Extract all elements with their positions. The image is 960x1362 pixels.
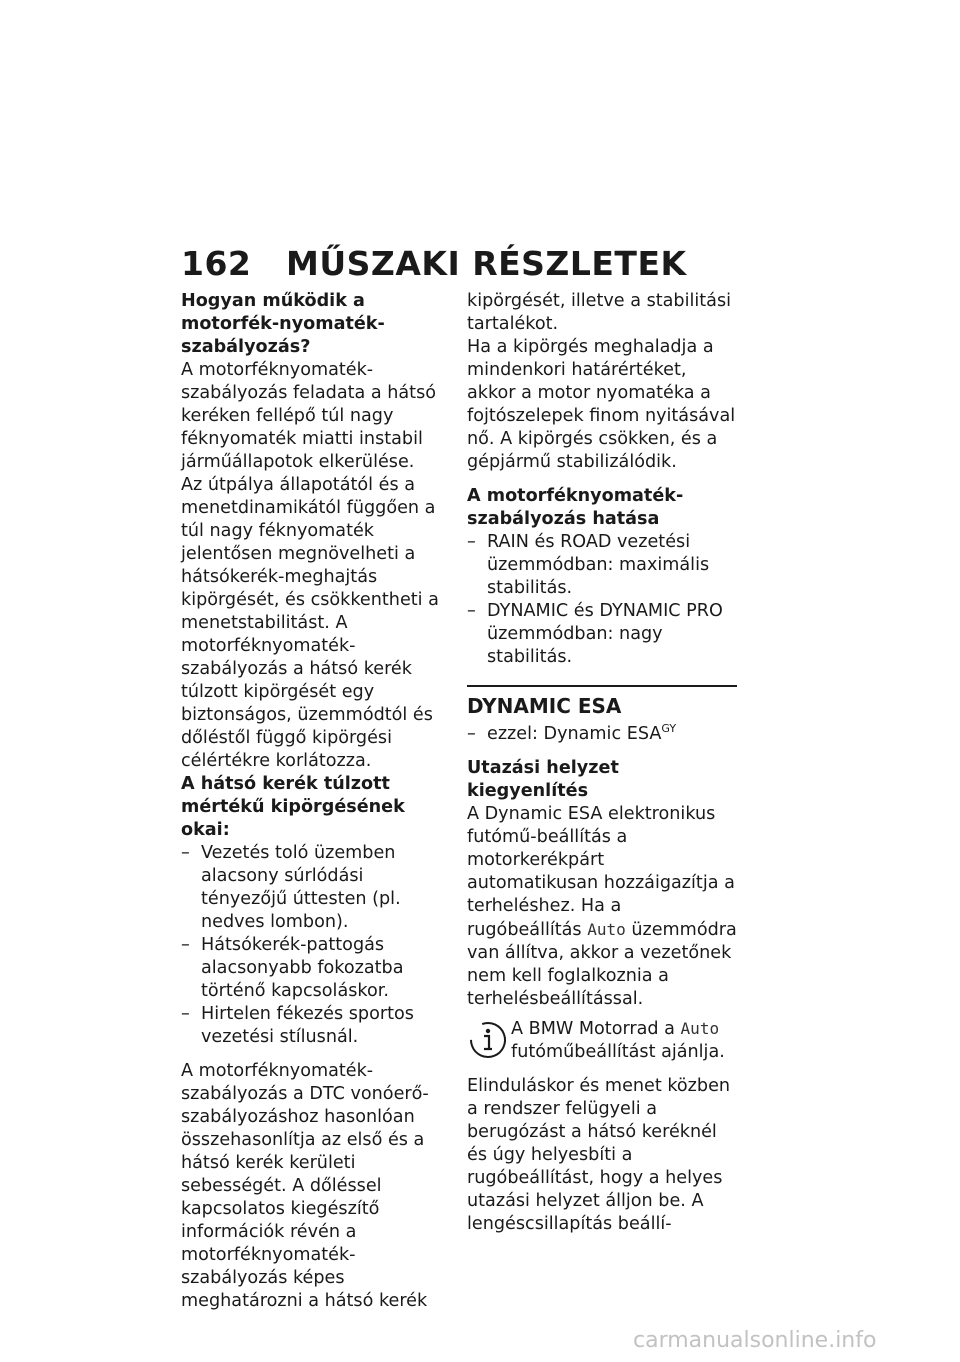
watermark: carmanualsonline.info xyxy=(633,1328,877,1353)
ezzel-text: ezzel: Dynamic ESA xyxy=(487,724,662,744)
note-text xyxy=(511,1017,737,1064)
heading-how-it-works: Hogyan működik a motorfék-nyomaték-szabályozás? xyxy=(181,291,385,357)
paragraph-esa xyxy=(467,803,737,1011)
code-auto: Auto xyxy=(680,1019,720,1038)
causes-list xyxy=(181,842,439,1049)
effect-list xyxy=(467,531,737,669)
list-item xyxy=(467,723,737,746)
info-icon xyxy=(467,1019,509,1061)
list-item: – Hátsókerék-pattogás alacsonyabb fokozatba történő kapcsoláskor. xyxy=(181,934,439,1003)
text-part: üzemmódra van állítva, akkor a vezetőnek nem kell foglalkoznia a terhelésbeállítással. xyxy=(467,920,737,1009)
paragraph-monitoring: Elinduláskor és menet közben a rendszer felügyeli a berugózást a hátsó keréknél és úgy helyesbíti a rugóbeállítást, hogy a helyes utazási helyzet álljon be. A lengéscsillapítás beállí- xyxy=(467,1076,731,1234)
section-title-dynamic-esa: DYNAMIC ESA xyxy=(467,685,737,719)
paragraph-dtc: A motorféknyomaték-szabályozás a DTC vonóerő-szabályozáshoz hasonlóan összehasonlítja az első és a hátsó kerék kerületi sebességét. A dőléssel kapcsolatos kiegészítő információk révén a motorféknyomaték-szabályozás képes meghatározni a hátsó kerék xyxy=(181,1061,429,1311)
paragraph-continued: kipörgését, illetve a stabilitási tartalékot. xyxy=(467,291,732,334)
code-auto: Auto xyxy=(587,920,626,939)
text-part: futóműbeállítást ajánlja. xyxy=(511,1042,725,1062)
ezzel-sup: GY xyxy=(661,722,677,736)
info-note xyxy=(467,1017,737,1064)
list-item: – DYNAMIC és DYNAMIC PRO üzemmódban: nagy stabilitás. xyxy=(467,600,737,669)
paragraph-threshold: Ha a kipörgés meghaladja a mindenkori határértéket, akkor a motor nyomatéka a fojtószelepek finom nyitásával nő. A kipörgés csökken, és a gépjármű stabilizálódik. xyxy=(467,337,736,472)
page-number: 162 xyxy=(181,244,252,283)
heading-causes: A hátsó kerék túlzott mértékű kipörgésének okai: xyxy=(181,774,405,840)
heading-ride-level: Utazási helyzet kiegyenlítés xyxy=(467,758,619,801)
list-item: – RAIN és ROAD vezetési üzemmódban: maximális stabilitás. xyxy=(467,531,737,600)
text-part: A BMW Motorrad a xyxy=(511,1019,681,1039)
paragraph-intro: A motorféknyomaték-szabályozás feladata a hátsó keréken fellépő túl nagy féknyomaték miatti instabil járműállapotok elkerülése. Az útpálya állapotától és a menetdinamikától függően a túl nagy féknyomaték jelentősen megnövelheti a hátsókerék-meghajtás kipörgését, és csökkentheti a menetstabilitást. A motorféknyomaték-szabályozás a hátsó kerék túlzott kipörgését egy biztonságos, üzemmódtól és dőléstől függő kipörgési célértékre korlátozza. xyxy=(181,360,439,771)
left-column xyxy=(181,290,439,1313)
right-column xyxy=(467,290,737,1236)
text-part: A Dynamic ESA elektronikus futómű-beállítás a motorkerékpárt automatikusan hozzáigazítja a terheléshez. Ha a rugóbeállítás xyxy=(467,804,735,940)
page-title: MŰSZAKI RÉSZLETEK xyxy=(286,244,687,283)
page-header xyxy=(181,244,687,283)
heading-effect: A motorféknyomaték-szabályozás hatása xyxy=(467,486,684,529)
list-item: – Vezetés toló üzemben alacsony súrlódási tényezőjű úttesten (pl. nedves lombon). xyxy=(181,842,439,934)
list-item: – Hirtelen fékezés sportos vezetési stílusnál. xyxy=(181,1003,439,1049)
feature-list xyxy=(467,723,737,746)
